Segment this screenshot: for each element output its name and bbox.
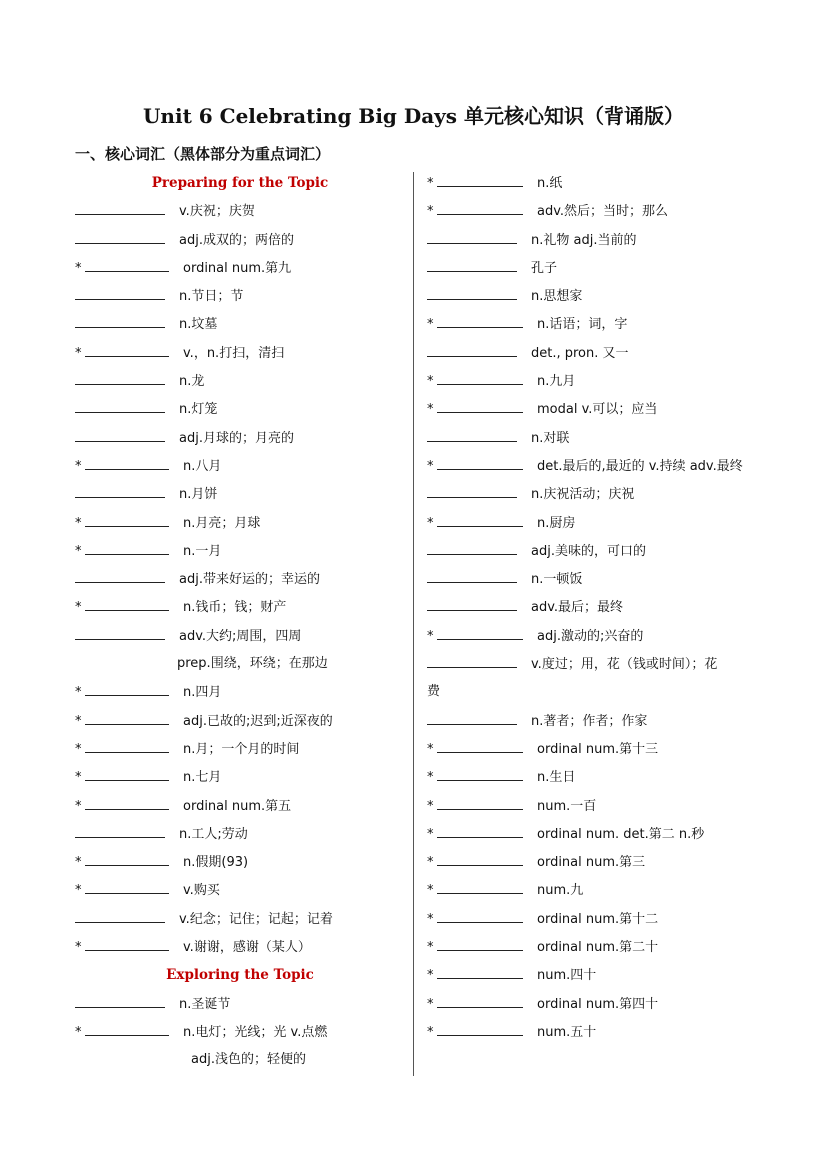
key-word-star: * (75, 741, 82, 757)
vocab-row (75, 483, 405, 511)
key-word-star: * (75, 770, 82, 786)
key-word-star: * (75, 883, 82, 899)
answer-blank[interactable] (85, 738, 169, 753)
answer-blank[interactable] (437, 766, 523, 781)
answer-blank[interactable] (85, 540, 169, 555)
subheading-preparing: Preparing for the Topic (151, 175, 329, 191)
answer-blank[interactable] (437, 370, 523, 385)
answer-blank[interactable] (427, 710, 517, 725)
right-vocab-list-1 (427, 172, 767, 681)
vocab-row (427, 313, 767, 341)
vocab-row (75, 342, 405, 370)
definition-text: n.月亮；月球 (183, 515, 261, 531)
definition-text: adv.大约;周围，四周 (179, 628, 302, 644)
key-word-star: * (75, 1024, 82, 1040)
definition-text: n.龙 (179, 374, 205, 390)
page-title: Unit 6 Celebrating Big Days 单元核心知识（背诵版） (142, 104, 685, 128)
vocab-row (427, 1021, 767, 1049)
definition-text: adj.已故的;迟到;近深夜的 (183, 713, 333, 729)
key-word-star: * (427, 996, 434, 1012)
left-vocab-list-2 (75, 681, 405, 964)
definition-text: ordinal num.第二十 (537, 940, 659, 956)
definition-text: 孔子 (531, 260, 558, 276)
definition-text: n.话语；词，字 (537, 317, 628, 333)
answer-blank[interactable] (75, 370, 165, 385)
vocab-row (75, 568, 405, 596)
definition-text: v.购买 (183, 883, 220, 899)
answer-blank[interactable] (437, 398, 523, 413)
definition-text: v.度过；用，花（钱或时间）；花 (531, 657, 718, 673)
definition-text: ordinal num.第九 (183, 260, 292, 276)
definition-text: n.节日；节 (179, 289, 244, 305)
answer-blank[interactable] (85, 257, 169, 272)
answer-blank[interactable] (75, 427, 165, 442)
definition-text: n.九月 (537, 374, 576, 390)
key-word-star: * (75, 600, 82, 616)
answer-blank[interactable] (437, 738, 523, 753)
answer-blank[interactable] (437, 172, 523, 187)
vocab-row (75, 229, 405, 257)
definition-text: n.灯笼 (179, 402, 218, 418)
definition-text: num.五十 (537, 1024, 597, 1040)
vocab-row (427, 455, 767, 483)
definition-text: n.电灯；光线；光 v.点燃 (183, 1024, 328, 1040)
vocab-row (75, 879, 405, 907)
vocab-row (427, 200, 767, 228)
answer-blank[interactable] (85, 766, 169, 781)
right-column (427, 172, 767, 1049)
vocab-row (75, 512, 405, 540)
vocab-row (75, 681, 405, 709)
answer-blank[interactable] (75, 625, 165, 640)
right-vocab-list-2 (427, 710, 767, 1050)
answer-blank[interactable] (427, 483, 517, 498)
answer-blank[interactable] (75, 483, 165, 498)
definition-text: ordinal num.第四十 (537, 996, 659, 1012)
key-word-star: * (427, 826, 434, 842)
answer-blank[interactable] (75, 313, 165, 328)
definition-text: adj.成双的；两倍的 (179, 232, 294, 248)
vocab-row (75, 370, 405, 398)
vocab-row (427, 342, 767, 370)
key-word-star: * (427, 968, 434, 984)
definition-text: n.一顿饭 (531, 572, 583, 588)
vocab-row (75, 596, 405, 624)
answer-blank[interactable] (85, 851, 169, 866)
key-word-star: * (427, 940, 434, 956)
vocab-row (427, 795, 767, 823)
vocab-row (427, 427, 767, 455)
answer-blank[interactable] (85, 342, 169, 357)
section-heading: 一、核心词汇（黑体部分为重点词汇） (75, 145, 331, 163)
definition-text: n.一月 (183, 543, 222, 559)
answer-blank[interactable] (437, 964, 523, 979)
definition-text: n.礼物 adj.当前的 (531, 232, 637, 248)
key-word-star: * (75, 543, 82, 559)
definition-text: n.七月 (183, 770, 222, 786)
vocab-row (427, 483, 767, 511)
answer-blank[interactable] (427, 596, 517, 611)
definition-text: adv.最后；最终 (531, 600, 624, 616)
definition-text: adj.激动的;兴奋的 (537, 628, 644, 644)
vocab-row (75, 540, 405, 568)
definition-text: ordinal num. det.第二 n.秒 (537, 826, 705, 842)
vocab-row (427, 398, 767, 426)
definition-text: n.生日 (537, 770, 576, 786)
vocab-row (75, 823, 405, 851)
answer-blank[interactable] (427, 653, 517, 668)
definition-text: n.工人;劳动 (179, 826, 248, 842)
answer-blank[interactable] (85, 936, 169, 951)
answer-blank[interactable] (437, 908, 523, 923)
definition-text: num.一百 (537, 798, 597, 814)
definition-text: v.，n.打扫，清扫 (183, 345, 285, 361)
definition-text: adj.美味的，可口的 (531, 543, 646, 559)
key-word-star: * (427, 628, 434, 644)
answer-blank[interactable] (427, 229, 517, 244)
answer-blank[interactable] (437, 879, 523, 894)
definition-text: num.九 (537, 883, 584, 899)
key-word-star: * (427, 458, 434, 474)
definition-text: n.钱币；钱；财产 (183, 600, 287, 616)
answer-blank[interactable] (75, 568, 165, 583)
vocab-row (75, 851, 405, 879)
column-divider (413, 172, 414, 1076)
definition-text: n.月饼 (179, 487, 218, 503)
definition-text: n.坟墓 (179, 317, 218, 333)
key-word-star: * (427, 515, 434, 531)
definition-text: modal v.可以；应当 (537, 402, 658, 418)
answer-blank[interactable] (75, 200, 165, 215)
vocab-row (75, 200, 405, 228)
answer-blank[interactable] (437, 512, 523, 527)
vocab-row (75, 625, 405, 653)
answer-blank[interactable] (85, 710, 169, 725)
answer-blank[interactable] (85, 681, 169, 696)
vocab-row (427, 568, 767, 596)
definition-text: adj.月球的；月亮的 (179, 430, 294, 446)
vocab-row (75, 257, 405, 285)
key-word-star: * (427, 855, 434, 871)
key-word-star: * (75, 260, 82, 276)
definition-text: ordinal num.第五 (183, 798, 292, 814)
key-word-star: * (427, 176, 434, 191)
continuation-line: prep.围绕，环绕；在那边 (177, 656, 328, 672)
answer-blank[interactable] (437, 823, 523, 838)
vocab-row (75, 710, 405, 738)
definition-text: n.对联 (531, 430, 570, 446)
definition-text: ordinal num.第三 (537, 855, 646, 871)
continuation-line: adj.浅色的；轻便的 (191, 1052, 306, 1068)
vocab-row (75, 738, 405, 766)
key-word-star: * (75, 685, 82, 701)
definition-text: v.谢谢，感谢（某人） (183, 940, 311, 956)
vocab-row (427, 370, 767, 398)
vocab-row (427, 936, 767, 964)
vocab-row (75, 908, 405, 936)
answer-blank[interactable] (427, 427, 517, 442)
vocab-row (427, 738, 767, 766)
definition-text: n.假期(93) (183, 855, 249, 871)
key-word-star: * (75, 798, 82, 814)
subheading-exploring: Exploring the Topic (166, 967, 314, 984)
answer-blank[interactable] (437, 455, 523, 470)
definition-text: ordinal num.第十三 (537, 741, 659, 757)
answer-blank[interactable] (437, 313, 523, 328)
answer-blank[interactable] (75, 993, 165, 1008)
left-vocab-list-1 (75, 200, 405, 653)
answer-blank[interactable] (437, 1021, 523, 1036)
answer-blank[interactable] (427, 568, 517, 583)
key-word-star: * (427, 798, 434, 814)
vocab-row (427, 964, 767, 992)
definition-text: n.圣诞节 (179, 996, 231, 1012)
vocab-row (75, 766, 405, 794)
definition-text: n.著者；作者；作家 (531, 713, 648, 729)
answer-blank[interactable] (85, 795, 169, 810)
key-word-star: * (75, 855, 82, 871)
key-word-star: * (427, 402, 434, 418)
key-word-star: * (427, 1024, 434, 1040)
answer-blank[interactable] (85, 879, 169, 894)
answer-blank[interactable] (437, 625, 523, 640)
answer-blank[interactable] (85, 1021, 169, 1036)
vocab-row (427, 257, 767, 285)
answer-blank[interactable] (85, 596, 169, 611)
vocab-row (427, 879, 767, 907)
definition-text: v.庆祝；庆贺 (179, 204, 255, 220)
answer-blank[interactable] (427, 540, 517, 555)
left-vocab-list-3 (75, 993, 405, 1050)
vocab-row (75, 795, 405, 823)
definition-text: det.最后的,最近的 v.持续 adv.最终 (537, 458, 743, 474)
key-word-star: * (427, 317, 434, 333)
vocab-row (75, 398, 405, 426)
answer-blank[interactable] (437, 993, 523, 1008)
definition-text: adv.然后；当时；那么 (537, 204, 669, 220)
vocab-row (427, 229, 767, 257)
vocab-row (75, 455, 405, 483)
answer-blank[interactable] (75, 285, 165, 300)
definition-text: n.月；一个月的时间 (183, 741, 300, 757)
vocab-row (75, 1021, 405, 1049)
vocab-row (427, 823, 767, 851)
definition-text: adj.带来好运的；幸运的 (179, 572, 320, 588)
vocab-row (75, 427, 405, 455)
answer-blank[interactable] (85, 455, 169, 470)
vocab-row (427, 710, 767, 738)
key-word-star: * (75, 458, 82, 474)
vocab-row (427, 993, 767, 1021)
vocab-row (427, 851, 767, 879)
vocab-row (427, 172, 767, 200)
vocab-row (427, 512, 767, 540)
answer-blank[interactable] (437, 795, 523, 810)
vocab-row (75, 313, 405, 341)
key-word-star: * (75, 345, 82, 361)
definition-text: n.厨房 (537, 515, 576, 531)
answer-blank[interactable] (75, 398, 165, 413)
definition-text: n.八月 (183, 458, 222, 474)
key-word-star: * (427, 741, 434, 757)
vocab-row (427, 625, 767, 653)
key-word-star: * (75, 515, 82, 531)
key-word-star: * (427, 770, 434, 786)
vocab-row (427, 766, 767, 794)
answer-blank[interactable] (427, 342, 517, 357)
vocab-row (427, 908, 767, 936)
answer-blank[interactable] (427, 257, 517, 272)
vocab-row (75, 993, 405, 1021)
vocab-row (427, 285, 767, 313)
definition-text: num.四十 (537, 968, 597, 984)
vocab-row (427, 653, 767, 681)
vocab-row (75, 285, 405, 313)
key-word-star: * (427, 374, 434, 390)
left-column (75, 172, 405, 1078)
answer-blank[interactable] (75, 908, 165, 923)
definition-text: v.纪念；记住；记起；记着 (179, 911, 333, 927)
vocab-row (427, 540, 767, 568)
answer-blank[interactable] (437, 851, 523, 866)
definition-text: n.四月 (183, 685, 222, 701)
answer-blank[interactable] (437, 936, 523, 951)
key-word-star: * (427, 883, 434, 899)
answer-blank[interactable] (75, 823, 165, 838)
definition-text: ordinal num.第十二 (537, 911, 659, 927)
answer-blank[interactable] (75, 229, 165, 244)
definition-text: n.纸 (537, 176, 563, 191)
answer-blank[interactable] (85, 512, 169, 527)
answer-blank[interactable] (427, 285, 517, 300)
key-word-star: * (427, 911, 434, 927)
wrapped-text: 费 (427, 684, 441, 700)
definition-text: det., pron. 又一 (531, 345, 629, 361)
definition-text: n.思想家 (531, 289, 583, 305)
definition-text: n.庆祝活动；庆祝 (531, 487, 635, 503)
key-word-star: * (427, 204, 434, 220)
key-word-star: * (75, 713, 82, 729)
answer-blank[interactable] (437, 200, 523, 215)
key-word-star: * (75, 940, 82, 956)
vocab-row (427, 596, 767, 624)
vocab-row (75, 936, 405, 964)
